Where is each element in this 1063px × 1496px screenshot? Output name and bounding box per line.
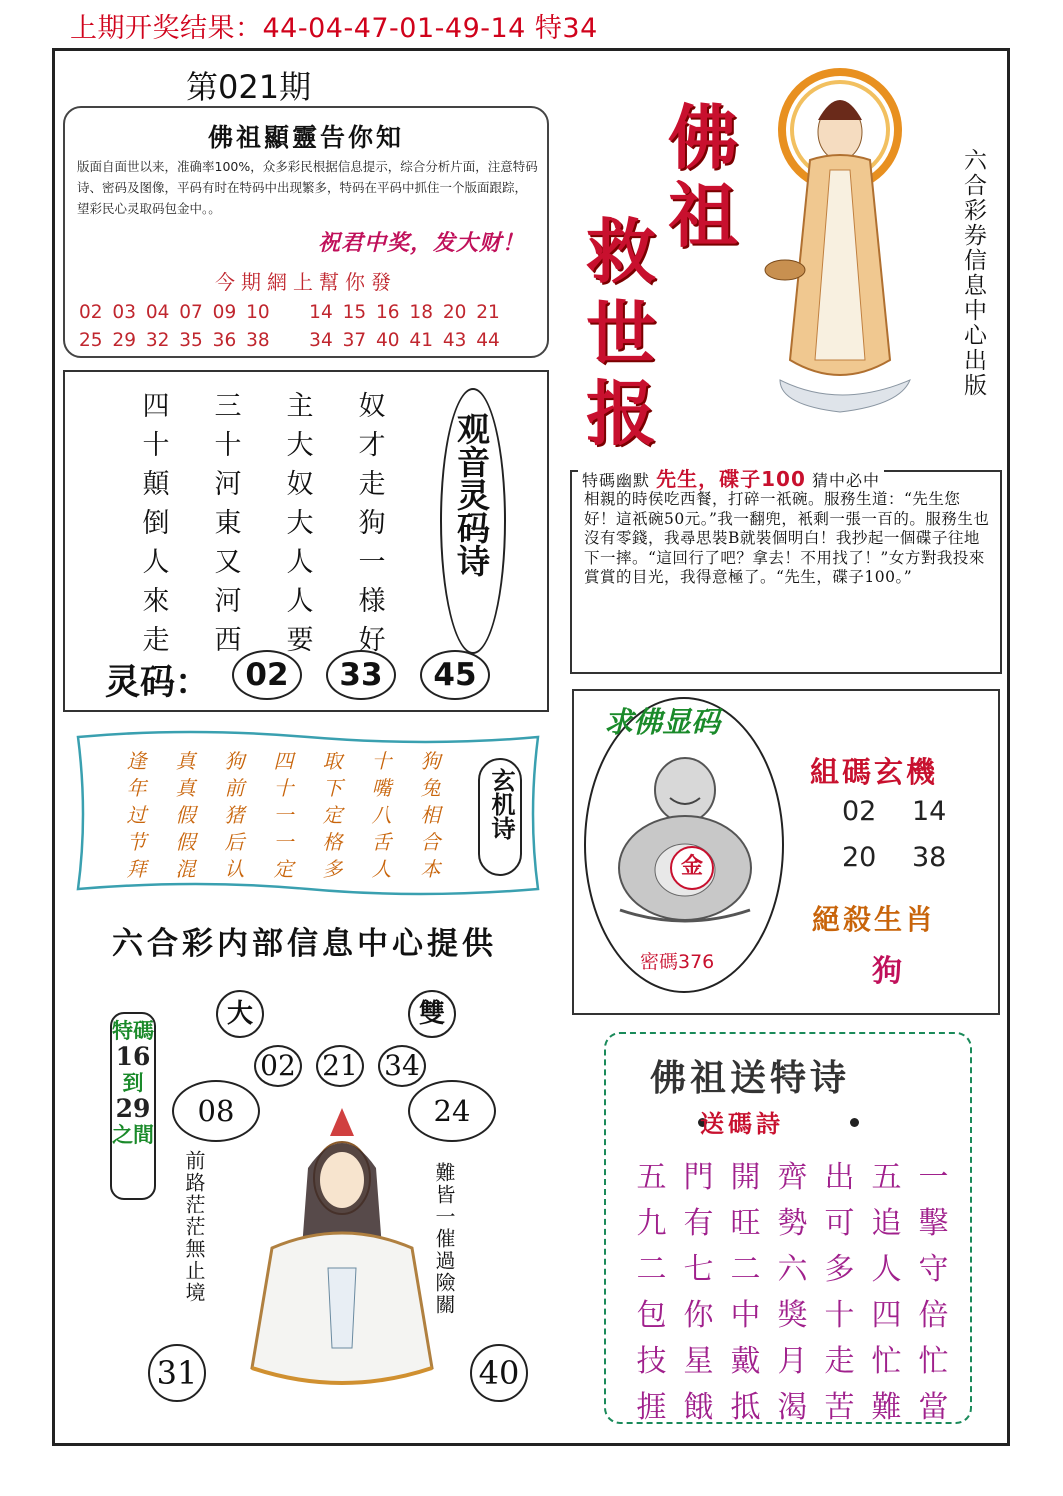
zuma-number-2: 14 [912, 796, 947, 827]
send-poem-char: 月 [777, 1344, 808, 1379]
jueshao-animal: 狗 [872, 954, 902, 989]
zuma-title: 組碼玄機 [810, 755, 939, 789]
xuanji-char: 认 [224, 857, 245, 881]
help-numbers-row-1: 02 03 04 07 09 10 14 15 16 18 20 21 [79, 302, 500, 323]
tema-number-3: 34 [378, 1045, 426, 1087]
bullet-dot-right [850, 1118, 859, 1127]
xuanji-char: 过 [126, 803, 147, 827]
xuanji-char: 四 [273, 749, 294, 773]
xuanji-char: 猪 [224, 803, 245, 827]
tema-number-1: 02 [254, 1045, 302, 1087]
send-poem-char: 你 [683, 1298, 714, 1333]
send-poem-char: 追 [871, 1206, 902, 1241]
lucky-code-3: 45 [420, 650, 490, 700]
xuanji-char: 一 [273, 803, 294, 827]
poem-char: 一 [358, 547, 386, 578]
even-badge: 雙 [408, 990, 456, 1038]
brand-char-3: 救 [586, 210, 656, 293]
send-poem-char: 走 [824, 1344, 855, 1379]
send-poem-char: 忙 [871, 1344, 902, 1379]
xuanji-char: 拜 [126, 857, 147, 881]
send-poem-char: 獎 [777, 1298, 808, 1333]
send-poem-title: 佛祖送特诗 [650, 1057, 851, 1099]
send-poem-char: 抵 [730, 1390, 761, 1425]
help-numbers-row-2: 25 29 32 35 36 38 34 37 40 41 43 44 [79, 330, 500, 351]
xuanji-char: 真 [175, 749, 196, 773]
lucky-code-label: 灵码： [105, 662, 211, 703]
send-poem-grid [628, 1152, 957, 1428]
issue-number: 第021期 [186, 68, 312, 106]
send-poem-char: 星 [683, 1344, 714, 1379]
poem-char: 主 [286, 391, 314, 422]
secret-code: 密碼376 [640, 951, 715, 973]
poem-char: 人 [142, 547, 170, 578]
joke-title-suffix: 猜中必中 [811, 471, 880, 490]
laughing-buddha-illustration [600, 750, 770, 930]
send-poem-char: 倍 [918, 1298, 949, 1333]
lucky-code-2: 33 [326, 650, 396, 700]
xuanji-char: 多 [322, 857, 343, 881]
send-poem-char: 勢 [777, 1206, 808, 1241]
xuanji-char: 后 [224, 830, 245, 854]
poem-char: 東 [214, 508, 242, 539]
send-poem-char: 開 [730, 1160, 761, 1195]
last-result-text: 上期开奖结果：44-04-47-01-49-14 特34 [70, 13, 598, 44]
xuanji-char: 前 [224, 776, 245, 800]
xuanji-char: 下 [322, 776, 343, 800]
poem-char: 大 [286, 508, 314, 539]
poem-char: 才 [358, 430, 386, 461]
xuanji-char: 节 [126, 830, 147, 854]
xuanji-poem-grid [112, 745, 455, 880]
guanyin-poem-grid [120, 384, 408, 655]
big-badge: 大 [216, 990, 264, 1038]
gold-badge: 金 [670, 846, 714, 890]
xuanji-char: 一 [273, 830, 294, 854]
jueshao-title: 絕殺生肖 [812, 903, 937, 936]
xuanji-char: 狗 [420, 749, 441, 773]
xuanji-char: 相 [420, 803, 441, 827]
poem-char: 三 [214, 391, 242, 422]
range-suffix: 之間 [112, 1122, 154, 1147]
poem-char: 倒 [142, 508, 170, 539]
send-poem-char: 擊 [918, 1206, 949, 1241]
poem-char: 大 [286, 430, 314, 461]
poem-char: 人 [286, 547, 314, 578]
guanyin-poem-title: 观音灵码诗 [452, 412, 491, 577]
brand-char-1: 佛 [668, 96, 738, 179]
send-poem-char: 捱 [636, 1390, 667, 1425]
poem-char: 四 [142, 391, 170, 422]
send-poem-char: 難 [871, 1390, 902, 1425]
poem-char: 又 [214, 547, 242, 578]
xuanji-char: 格 [322, 830, 343, 854]
xuanji-char: 人 [371, 857, 392, 881]
send-poem-char: 五 [636, 1160, 667, 1195]
send-poem-char: 出 [824, 1160, 855, 1195]
left-verse: 前路茫茫無止境 [182, 1150, 206, 1304]
notice-box [63, 106, 549, 358]
poem-char: 様 [358, 586, 386, 617]
xuanji-char: 取 [322, 749, 343, 773]
range-prefix: 特碼 [112, 1018, 154, 1043]
send-poem-char: 包 [636, 1298, 667, 1333]
bottom-left-number: 31 [148, 1344, 206, 1402]
send-poem-char: 五 [871, 1160, 902, 1195]
poem-char: 奴 [286, 469, 314, 500]
send-poem-char: 苦 [824, 1390, 855, 1425]
bottom-right-number: 40 [470, 1344, 528, 1402]
poem-char: 狗 [358, 508, 386, 539]
brand-char-2: 祖 [668, 174, 738, 257]
brand-char-4: 世 [586, 292, 656, 375]
brand-char-5: 报 [586, 372, 656, 455]
poem-char: 十 [214, 430, 242, 461]
send-poem-char: 門 [683, 1160, 714, 1195]
xuanji-char: 十 [273, 776, 294, 800]
xuanji-char: 定 [322, 803, 343, 827]
publisher-text: 六合彩券信息中心出版 [960, 148, 986, 398]
send-poem-char: 齊 [777, 1160, 808, 1195]
send-poem-char: 旺 [730, 1206, 761, 1241]
poem-char: 來 [142, 586, 170, 617]
poem-char: 河 [214, 586, 242, 617]
xuanji-char: 假 [175, 803, 196, 827]
send-poem-char: 技 [636, 1344, 667, 1379]
xuanji-char: 合 [420, 830, 441, 854]
xuanji-char: 兔 [420, 776, 441, 800]
joke-title-prefix: 特碼幽默 [582, 471, 651, 490]
joke-body: 相親的時侯吃西餐，打碎一祇碗。服務生道：“先生您好！這祇碗50元。”我一翻兜，衹剩一張一百的。服務生也沒有零錢，我尋思裝B就裝個明白！我抄起一個碟子往地下一摔。“這回行了吧？拿去！不用找了！”女方對我投來賞賞的目光，我得意極了。“先生，碟子100。” [584, 490, 990, 586]
zuma-number-1: 02 [842, 796, 877, 827]
poem-char: 走 [142, 625, 170, 656]
send-poem-char: 二 [636, 1252, 667, 1287]
poem-char: 走 [358, 469, 386, 500]
send-poem-char: 當 [918, 1390, 949, 1425]
xuanji-poem-title: 玄机诗 [487, 768, 516, 840]
notice-wish: 祝君中奖，发大财！ [317, 231, 525, 256]
notice-body: 版面自面世以来，准确率100%，众多彩民根据信息提示，综合分析片面，注意特码诗、密码及图像，平码有时在特码中出现繁多，特码在平码中抓住一个版面跟踪，望彩民心灵取码包金中。。 [77, 159, 538, 216]
xuanji-char: 逢 [126, 749, 147, 773]
send-poem-char: 四 [871, 1298, 902, 1333]
poem-char: 人 [286, 586, 314, 617]
send-poem-char: 忙 [918, 1344, 949, 1379]
tema-right-oval: 24 [408, 1080, 496, 1142]
send-poem-char: 中 [730, 1298, 761, 1333]
send-poem-char: 戴 [730, 1344, 761, 1379]
xuanji-char: 舌 [371, 830, 392, 854]
right-verse: 難皆一催過險關 [432, 1162, 456, 1316]
send-poem-char: 守 [918, 1252, 949, 1287]
xuanji-char: 假 [175, 830, 196, 854]
help-title: 今期網上幫你發 [215, 270, 397, 294]
joke-title-highlight: 先生，碟子100 [656, 467, 806, 491]
tema-left-oval: 08 [172, 1080, 260, 1142]
range-to: 29 [115, 1094, 151, 1123]
send-poem-char: 七 [683, 1252, 714, 1287]
provider-text: 六合彩内部信息中心提供 [112, 926, 497, 962]
xuanji-char: 定 [273, 857, 294, 881]
send-poem-char: 餓 [683, 1390, 714, 1425]
xuanji-char: 狗 [224, 749, 245, 773]
send-poem-char: 二 [730, 1252, 761, 1287]
send-poem-char: 九 [636, 1206, 667, 1241]
send-poem-char: 一 [918, 1160, 949, 1195]
range-from: 16 [115, 1042, 151, 1071]
send-poem-subtitle: 送碼詩 [700, 1109, 784, 1138]
qiu-fo-title: 求佛显码 [604, 705, 721, 739]
tema-range-box [110, 1012, 156, 1200]
notice-title: 佛祖顯靈告你知 [207, 123, 404, 152]
send-poem-char: 多 [824, 1252, 855, 1287]
poem-char: 要 [286, 625, 314, 656]
send-poem-char: 六 [777, 1252, 808, 1287]
poem-char: 顛 [142, 469, 170, 500]
xuanji-char: 嘴 [371, 776, 392, 800]
guanyin-seated-illustration [232, 1098, 452, 1398]
zuma-number-3: 20 [842, 842, 877, 873]
poem-char: 西 [214, 625, 242, 656]
tema-number-2: 21 [316, 1045, 364, 1087]
xuanji-char: 年 [126, 776, 147, 800]
xuanji-char: 十 [371, 749, 392, 773]
send-poem-char: 可 [824, 1206, 855, 1241]
range-to-word: 到 [122, 1070, 144, 1095]
poem-char: 十 [142, 430, 170, 461]
xuanji-char: 混 [175, 857, 196, 881]
poem-char: 好 [358, 625, 386, 656]
send-poem-char: 有 [683, 1206, 714, 1241]
xuanji-char: 真 [175, 776, 196, 800]
send-poem-char: 人 [871, 1252, 902, 1287]
xuanji-char: 本 [420, 857, 441, 881]
send-poem-char: 十 [824, 1298, 855, 1333]
lucky-code-1: 02 [232, 650, 302, 700]
guanyin-standing-illustration [740, 60, 950, 430]
joke-title [578, 463, 884, 492]
zuma-number-4: 38 [912, 842, 947, 873]
send-poem-char: 渴 [777, 1390, 808, 1425]
poem-char: 奴 [358, 391, 386, 422]
xuanji-char: 八 [371, 803, 392, 827]
poem-char: 河 [214, 469, 242, 500]
